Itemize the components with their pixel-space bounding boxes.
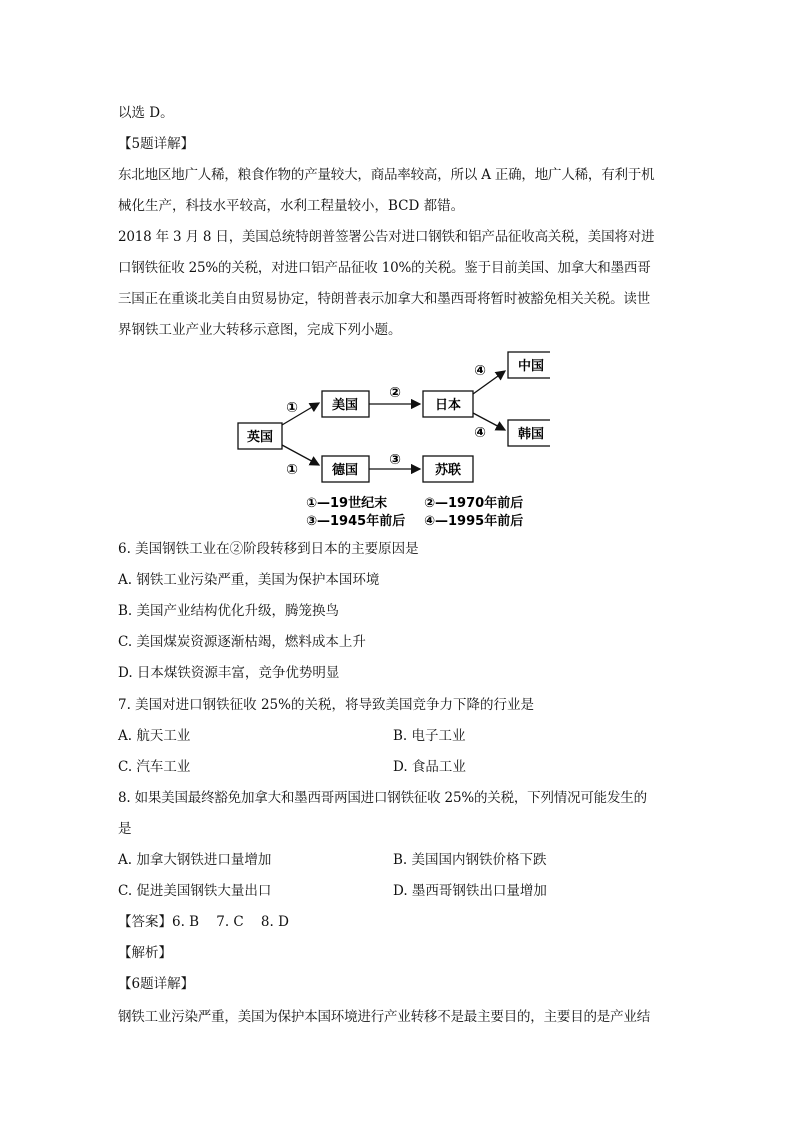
text-line: 2018 年 3 月 8 日，美国总统特朗普签署公告对进口钢铁和铝产品征收高关税，美国将对进: [118, 229, 655, 245]
text-line: 钢铁工业污染严重，美国为保护本国环境进行产业转移不是最主要目的，主要目的是产业结: [118, 1009, 650, 1025]
option-d: D. 墨西哥钢铁出口量增加: [393, 883, 547, 899]
option-d: D. 日本煤铁资源丰富，竞争优势明显: [118, 665, 340, 681]
node-korea: [508, 420, 550, 446]
question-stem: 6. 美国钢铁工业在②阶段转移到日本的主要原因是: [118, 541, 419, 557]
node-ussr: [423, 456, 473, 482]
option-a: A. 加拿大钢铁进口量增加: [118, 852, 272, 868]
node-china-label: 中国: [517, 359, 545, 374]
stage-mark: ②: [389, 385, 401, 401]
question-stem: 8. 如果美国最终豁免加拿大和墨西哥两国进口钢铁征收 25%的关税，下列情况可能发生的: [118, 790, 647, 806]
node-us-label: 美国: [331, 398, 359, 413]
section-heading: 【6题详解】: [118, 976, 195, 992]
text-line: 界钢铁工业产业大转移示意图，完成下列小题。: [118, 322, 402, 338]
option-b: B. 美国产业结构优化升级，腾笼换鸟: [118, 603, 340, 619]
stage-mark: ①: [286, 400, 298, 416]
legend-item: ①—19世纪末: [306, 496, 388, 511]
node-ussr-label: 苏联: [434, 463, 462, 478]
node-germany: [322, 456, 369, 482]
steel-transfer-diagram: [230, 345, 550, 533]
option-a: A. 航天工业: [118, 728, 191, 744]
question-stem: 7. 美国对进口钢铁征收 25%的关税，将导致美国竞争力下降的行业是: [118, 697, 534, 713]
text-line: 三国正在重谈北美自由贸易协定，特朗普表示加拿大和墨西哥将暂时被豁免相关关税。读世: [118, 291, 650, 307]
option-c: C. 促进美国钢铁大量出口: [118, 883, 272, 899]
section-heading: 【5题详解】: [118, 136, 195, 152]
node-us: [322, 391, 369, 417]
option-c: C. 美国煤炭资源逐渐枯竭，燃料成本上升: [118, 634, 366, 650]
stage-mark: ④: [474, 363, 486, 379]
option-c: C. 汽车工业: [118, 759, 191, 775]
node-uk-label: 英国: [246, 430, 274, 445]
text-line: 械化生产，科技水平较高，水利工程量较小，BCD 都错。: [118, 198, 465, 214]
question-stem-continued: 是: [118, 821, 132, 837]
answer-line: 【答案】6. B 7. C 8. D: [118, 914, 289, 930]
option-a: A. 钢铁工业污染严重，美国为保护本国环境: [118, 572, 380, 588]
option-b: B. 美国国内钢铁价格下跌: [393, 852, 547, 868]
stage-mark: ①: [286, 462, 298, 478]
legend-item: ③—1945年前后: [306, 514, 406, 529]
node-germany-label: 德国: [331, 463, 359, 478]
node-uk: [238, 423, 282, 449]
node-japan: [423, 391, 473, 417]
text-line: 口钢铁征收 25%的关税，对进口铝产品征收 10%的关税。鉴于目前美国、加拿大和墨西哥: [118, 260, 651, 276]
node-japan-label: 日本: [434, 398, 462, 413]
stage-mark: ④: [474, 425, 486, 441]
node-korea-label: 韩国: [517, 427, 545, 442]
text-line: 东北地区地广人稀，粮食作物的产量较大，商品率较高，所以 A 正确，地广人稀，有利于机: [118, 167, 655, 183]
node-china: [508, 352, 550, 378]
text-line: 以选 D。: [118, 105, 174, 121]
analysis-label: 【解析】: [118, 945, 172, 961]
legend-item: ②—1970年前后: [424, 496, 524, 511]
legend-item: ④—1995年前后: [424, 514, 524, 529]
option-d: D. 食品工业: [393, 759, 466, 775]
stage-mark: ③: [389, 452, 401, 468]
option-b: B. 电子工业: [393, 728, 466, 744]
